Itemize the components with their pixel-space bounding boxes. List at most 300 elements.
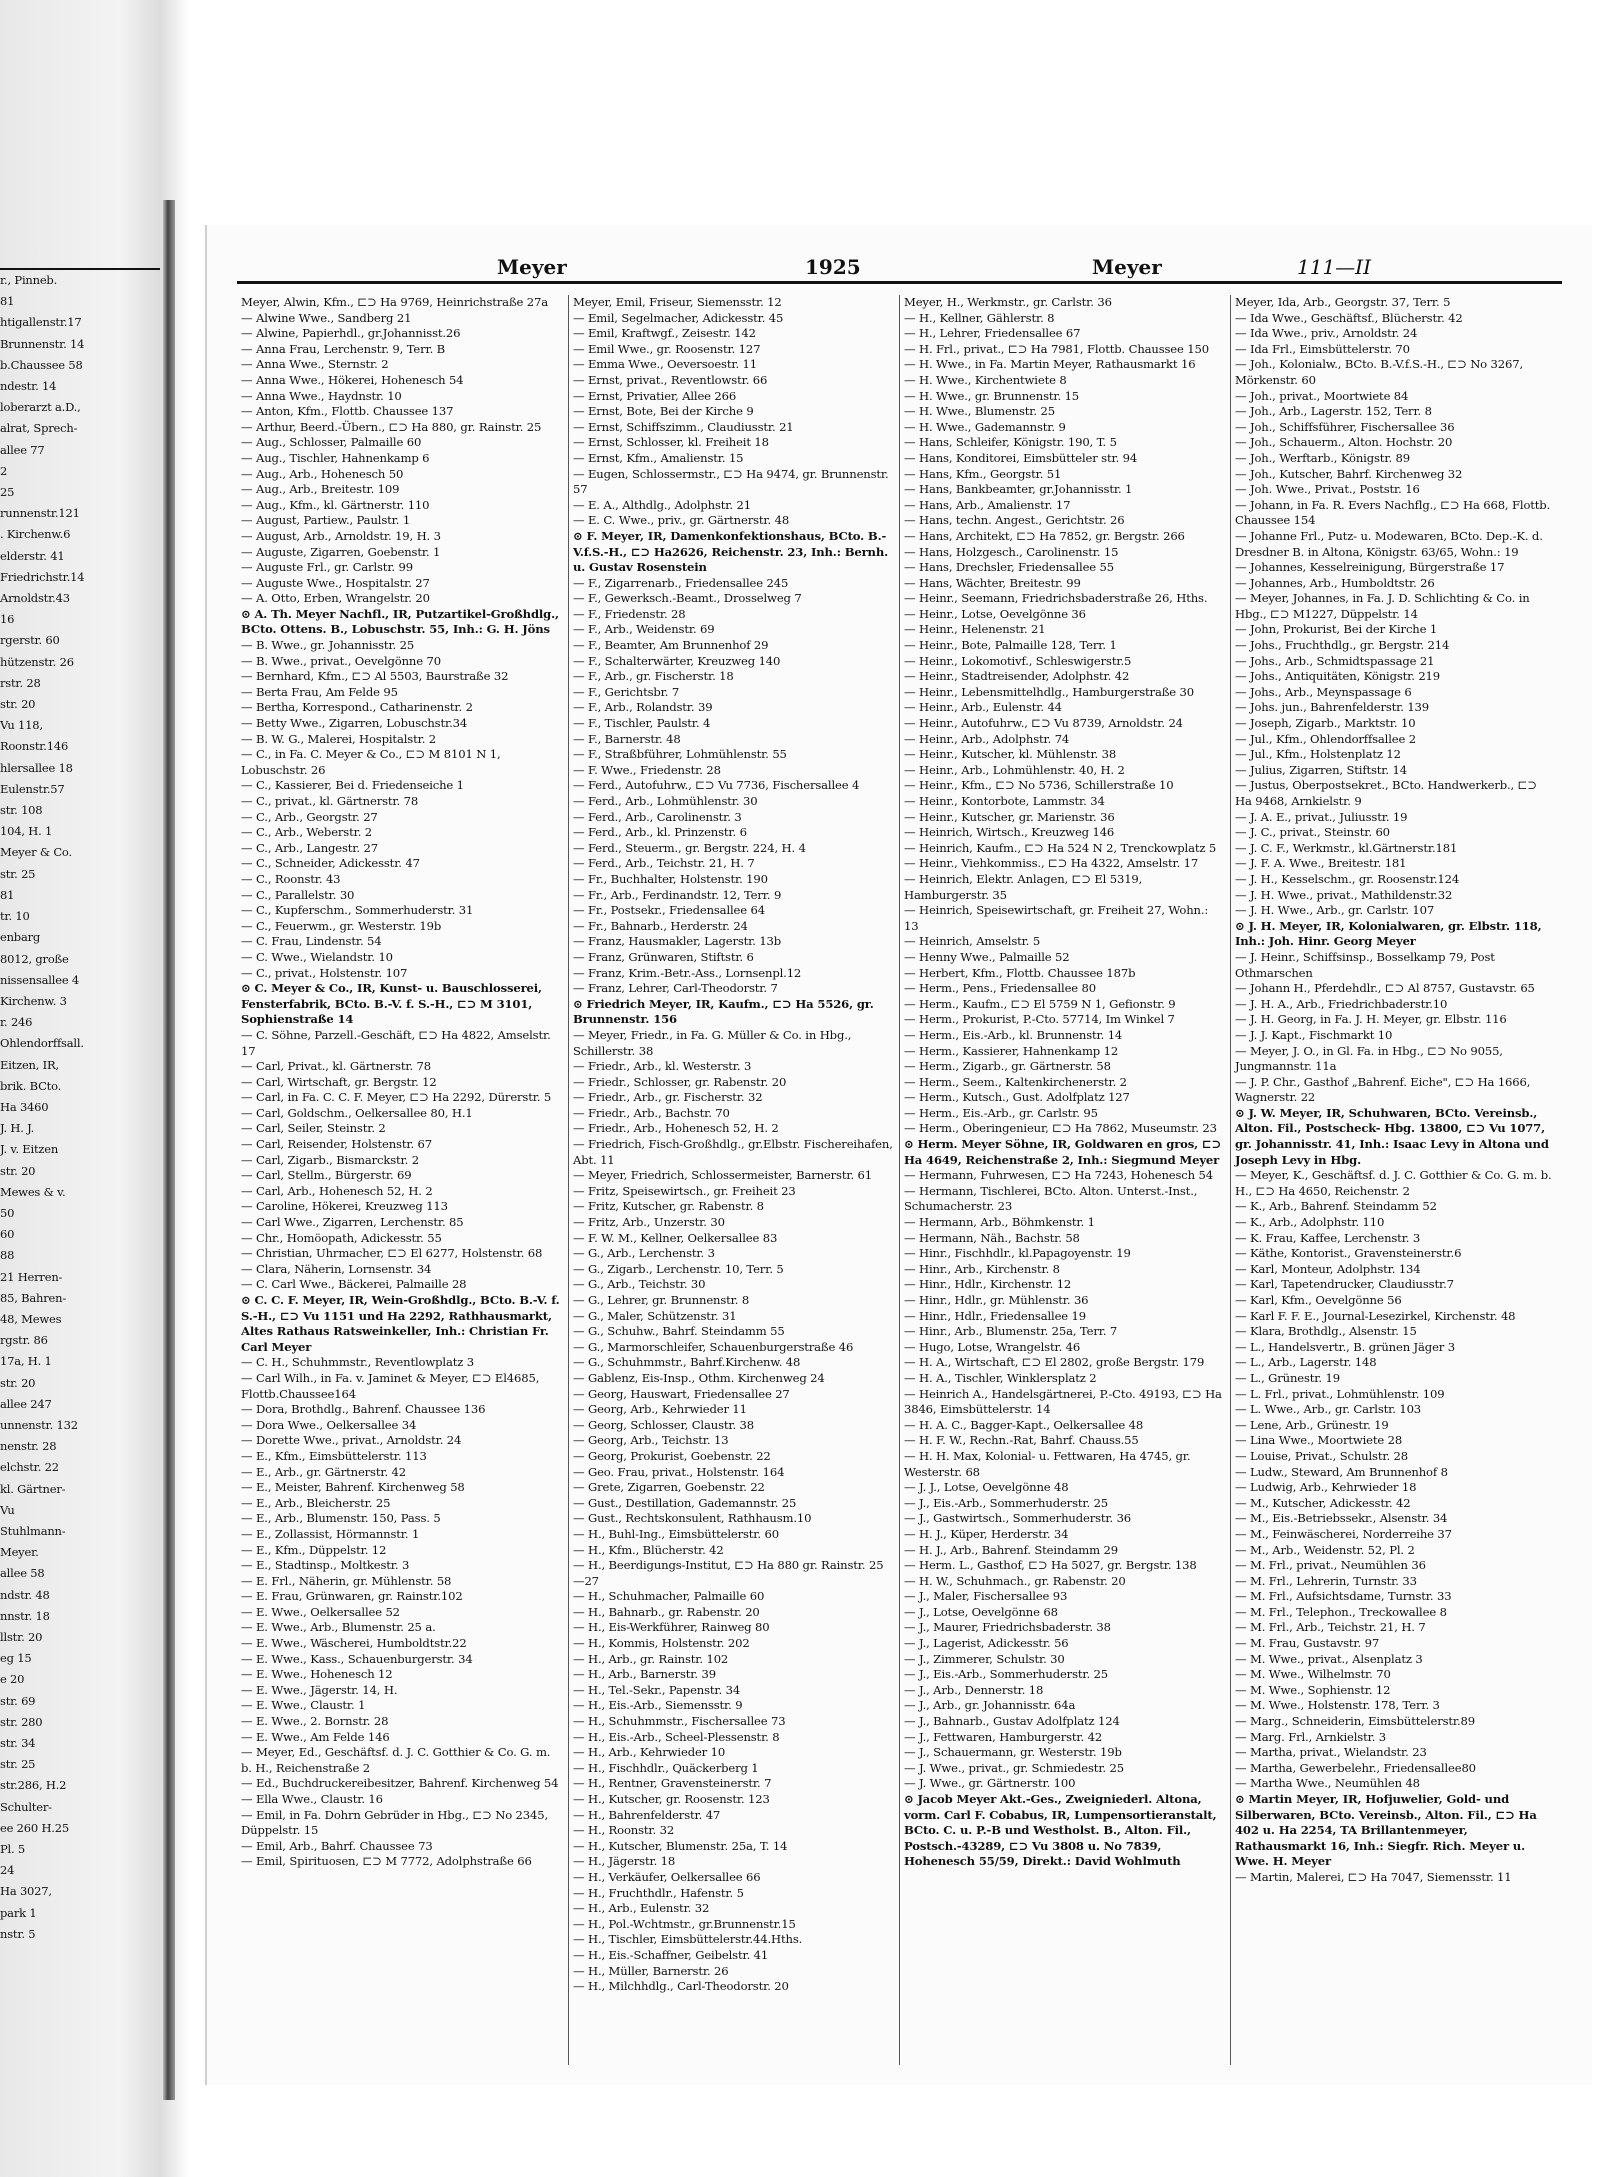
previous-page-line: 81 — [0, 294, 15, 309]
directory-entry: — M. Wwe., privat., Alsenplatz 3 — [1235, 1651, 1423, 1666]
directory-entry: — Friedr., Schlosser, gr. Rabenstr. 20 — [573, 1074, 787, 1089]
previous-page-line: hützenstr. 26 — [0, 654, 74, 669]
directory-entry: — H., Roonstr. 32 — [573, 1823, 675, 1838]
directory-entry: — J., Lagerist, Adickesstr. 56 — [904, 1636, 1069, 1651]
previous-page-line: 21 Herren- — [0, 1269, 63, 1284]
directory-entry: — Karl, Monteur, Adolphstr. 134 — [1235, 1261, 1421, 1276]
directory-entry: — Klara, Brothdlg., Alsenstr. 15 — [1235, 1324, 1417, 1339]
directory-entry: — E. Wwe., Jägerstr. 14, H. — [241, 1682, 398, 1697]
directory-entry: — H., Fischhdlr., Quäckerberg 1 — [573, 1760, 759, 1775]
directory-entry: — Hinr., Arb., Kirchenstr. 8 — [904, 1261, 1060, 1276]
directory-entry: — H., Schuhmacher, Palmaille 60 — [573, 1589, 765, 1604]
previous-page-line: nenstr. 28 — [0, 1439, 57, 1454]
directory-entry: — Johs., Antiquitäten, Königstr. 219 — [1235, 669, 1441, 684]
directory-entry: — H. Wwe., Gademannstr. 9 — [904, 419, 1066, 434]
directory-entry: — Joh., Schiffsführer, Fischersallee 36 — [1235, 419, 1455, 434]
directory-entry: — Johs. jun., Bahrenfelderstr. 139 — [1235, 700, 1430, 715]
directory-entry: — E. Wwe., Wäscherei, Humboldtstr.22 — [241, 1636, 467, 1651]
entry-columns — [237, 295, 1562, 2065]
directory-entry: — H. F. W., Rechn.-Rat, Bahrf. Chauss.55 — [904, 1433, 1139, 1448]
directory-entry: ⊙ Martin Meyer, IR, Hofjuwelier, Gold- und Silberwaren, BCto. Vereinsb., Alton. Fil., ⊏⊃ Ha 402 u. Ha 2254, TA Brillantenmeyer, Rathausmarkt 16, Inh.: Siegfr. Rich. Meyer u. Wwe. H. Meyer — [1235, 1792, 1537, 1869]
directory-entry: — Aug., Tischler, Hahnenkamp 6 — [241, 450, 430, 465]
directory-entry: — Fritz, Speisewirtsch., gr. Freiheit 23 — [573, 1183, 796, 1198]
directory-entry: — Joh., Arb., Lagerstr. 152, Terr. 8 — [1235, 404, 1432, 419]
header-left-keyword: Meyer — [497, 255, 567, 279]
column-2 — [568, 295, 899, 2065]
column-3 — [899, 295, 1230, 2065]
previous-page-line: ee 260 H.25 — [0, 1820, 69, 1835]
directory-page — [205, 225, 1592, 2085]
directory-entry: ⊙ J. W. Meyer, IR, Schuhwaren, BCto. Vereinsb., Alton. Fil., Postscheck- Hbg. 13800, ⊏⊃ Vu 1077, gr. Johannisstr. 41, Inh.: Isaac Levy in Altona und Joseph Levy in Hbg. — [1235, 1105, 1549, 1167]
previous-page-line: 16 — [0, 612, 15, 627]
directory-entry: — Emil, Segelmacher, Adickesstr. 45 — [573, 310, 784, 325]
directory-entry: — H., Kutscher, Blumenstr. 25a, T. 14 — [573, 1838, 788, 1853]
directory-entry: — C., Schneider, Adickesstr. 47 — [241, 856, 420, 871]
directory-entry: — John, Prokurist, Bei der Kirche 1 — [1235, 622, 1438, 637]
directory-entry: — Auguste, Zigarren, Goebenstr. 1 — [241, 544, 441, 559]
directory-entry: — M. Frl., Arb., Teichstr. 21, H. 7 — [1235, 1620, 1426, 1635]
previous-page-line: loberarzt a.D., — [0, 400, 81, 415]
directory-entry: ⊙ J. H. Meyer, IR, Kolonialwaren, gr. Elbstr. 118, Inh.: Joh. Hinr. Georg Meyer — [1235, 918, 1542, 949]
previous-page-line: 50 — [0, 1205, 15, 1220]
directory-entry: — K., Arb., Bahrenf. Steindamm 52 — [1235, 1199, 1437, 1214]
directory-entry: — Johannes, Kesselreinigung, Bürgerstraße 17 — [1235, 560, 1505, 575]
directory-entry: — F., Gewerksch.-Beamt., Drosselweg 7 — [573, 591, 802, 606]
directory-entry: — Joh., Kutscher, Bahrf. Kirchenweg 32 — [1235, 466, 1463, 481]
directory-entry: Meyer, Ida, Arb., Georgstr. 37, Terr. 5 — [1235, 295, 1451, 309]
directory-entry: — Carl, Seiler, Steinstr. 2 — [241, 1121, 386, 1136]
directory-entry: — F., Tischler, Paulstr. 4 — [573, 716, 711, 731]
directory-entry: — Emil, in Fa. Dohrn Gebrüder in Hbg., ⊏⊃ No 2345, Düppelstr. 15 — [241, 1807, 549, 1838]
directory-entry: — H., Eis-Werkführer, Rainweg 80 — [573, 1620, 770, 1635]
directory-entry: Meyer, H., Werkmstr., gr. Carlstr. 36 — [904, 295, 1112, 309]
directory-entry: — Heinr., Lotse, Oevelgönne 36 — [904, 606, 1086, 621]
directory-entry: — G., Lehrer, gr. Brunnenstr. 8 — [573, 1293, 750, 1307]
directory-entry: — Herm., Zigarb., gr. Gärtnerstr. 58 — [904, 1059, 1111, 1074]
previous-page-line: rgerstr. 60 — [0, 633, 60, 648]
directory-entry: — C. H., Schuhmmstr., Reventlowplatz 3 — [241, 1355, 474, 1370]
directory-entry: — J., Gastwirtsch., Sommerhuderstr. 36 — [904, 1511, 1132, 1526]
directory-entry: — M. Frl., Lehrerin, Turnstr. 33 — [1235, 1573, 1417, 1588]
directory-entry: — H., Milchhdlg., Carl-Theodorstr. 20 — [573, 1979, 789, 1994]
directory-entry: — Johs., Arb., Schmidtspassage 21 — [1235, 653, 1435, 668]
directory-entry: — Hinr., Hdlr., Friedensallee 19 — [904, 1308, 1086, 1323]
directory-entry: — E., Meister, Bahrenf. Kirchenweg 58 — [241, 1480, 465, 1495]
directory-entry: — Ernst, Bote, Bei der Kirche 9 — [573, 404, 754, 419]
directory-entry: — Heinr., Helenenstr. 21 — [904, 622, 1046, 637]
directory-entry: — Franz, Lehrer, Carl-Theodorstr. 7 — [573, 981, 778, 996]
directory-entry: — M. Wwe., Wilhelmstr. 70 — [1235, 1667, 1391, 1682]
directory-entry: — H. W., Schuhmach., gr. Rabenstr. 20 — [904, 1573, 1126, 1588]
directory-entry: — C., Kupferschm., Sommerhuderstr. 31 — [241, 903, 474, 918]
directory-entry: — Karl, Tapetendrucker, Claudiusstr.7 — [1235, 1277, 1454, 1292]
directory-entry: — H., Buhl-Ing., Eimsbüttelerstr. 60 — [573, 1526, 779, 1541]
previous-page-line: str. 280 — [0, 1714, 43, 1729]
directory-entry: — H. J., Küper, Herderstr. 34 — [904, 1526, 1069, 1541]
previous-page-line: 85, Bahren- — [0, 1290, 67, 1305]
directory-entry: — Heinr., Arb., Lohmühlenstr. 40, H. 2 — [904, 762, 1125, 777]
directory-entry: — Anna Wwe., Sternstr. 2 — [241, 357, 389, 372]
directory-entry: — M. Frl., privat., Neumühlen 36 — [1235, 1558, 1426, 1573]
directory-entry: — Chr., Homöopath, Adickesstr. 55 — [241, 1230, 442, 1245]
directory-entry: — Martha, privat., Wielandstr. 23 — [1235, 1745, 1427, 1760]
previous-page-line: str.286, H.2 — [0, 1778, 67, 1793]
directory-entry: — H., Eis.-Schaffner, Geibelstr. 41 — [573, 1947, 769, 1962]
directory-entry: — Auguste Wwe., Hospitalstr. 27 — [241, 575, 430, 590]
directory-entry: — Marg., Schneiderin, Eimsbüttelerstr.89 — [1235, 1714, 1475, 1729]
directory-entry: — Heinr., Kutscher, kl. Mühlenstr. 38 — [904, 747, 1117, 762]
directory-entry: — Heinrich, Elektr. Anlagen, ⊏⊃ El 5319, Hamburgerstr. 35 — [904, 871, 1143, 902]
previous-page-line: Arnoldstr.43 — [0, 591, 70, 606]
directory-entry: — Ferd., Arb., Teichstr. 21, H. 7 — [573, 856, 755, 871]
previous-page-line: rgstr. 86 — [0, 1333, 48, 1348]
directory-entry: — H., Lehrer, Friedensallee 67 — [904, 326, 1081, 341]
directory-entry: — J. P. Chr., Gasthof „Bahrenf. Eiche", ⊏⊃ Ha 1666, Wagnerstr. 22 — [1235, 1074, 1531, 1105]
directory-entry: — E., Arb., Bleicherstr. 25 — [241, 1495, 391, 1510]
directory-entry: — H. H. Max, Kolonial- u. Fettwaren, Ha 4745, gr. Westerstr. 68 — [904, 1448, 1191, 1479]
book-spine — [163, 200, 175, 2100]
directory-entry: — Franz, Krim.-Betr.-Ass., Lornsenpl.12 — [573, 965, 802, 980]
directory-entry: ⊙ Friedrich Meyer, IR, Kaufm., ⊏⊃ Ha 5526, gr. Brunnenstr. 156 — [573, 996, 874, 1027]
directory-entry: — L. Frl., privat., Lohmühlenstr. 109 — [1235, 1386, 1445, 1401]
directory-entry: — Dora, Brothdlg., Bahrenf. Chaussee 136 — [241, 1402, 486, 1417]
previous-page-line: kl. Gärtner- — [0, 1481, 66, 1496]
directory-entry: — Ernst, Kfm., Amalienstr. 15 — [573, 450, 744, 465]
directory-entry: — E., Kfm., Düppelstr. 12 — [241, 1542, 387, 1557]
directory-entry: — E., Kfm., Eimsbüttelerstr. 113 — [241, 1448, 427, 1463]
directory-entry: — Clara, Näherin, Lornsenstr. 34 — [241, 1261, 432, 1276]
directory-entry: — Carl Wwe., Zigarren, Lerchenstr. 85 — [241, 1215, 464, 1230]
directory-entry: — Fr., Arb., Ferdinandstr. 12, Terr. 9 — [573, 887, 782, 902]
previous-page-line: str. 34 — [0, 1736, 36, 1751]
previous-page-line: J. H. J. — [0, 1121, 35, 1136]
directory-entry: — H. Wwe., Kirchentwiete 8 — [904, 372, 1067, 387]
directory-entry: — Käthe, Kontorist., Gravensteinerstr.6 — [1235, 1246, 1462, 1261]
directory-entry: — H., Müller, Barnerstr. 26 — [573, 1963, 729, 1978]
directory-entry: — Carl, Zigarb., Bismarckstr. 2 — [241, 1152, 419, 1167]
directory-entry: ⊙ F. Meyer, IR, Damenkonfektionshaus, BCto. B.-V.f.S.-H., ⊏⊃ Ha2626, Reichenstr. 23, Inh.: Bernh. u. Gustav Rosenstein — [573, 528, 888, 575]
directory-entry: ⊙ Herm. Meyer Söhne, IR, Goldwaren en gros, ⊏⊃ Ha 4649, Reichenstraße 2, Inh.: Siegmund Meyer — [904, 1137, 1222, 1167]
directory-entry: — Hans, Drechsler, Friedensallee 55 — [904, 560, 1114, 575]
directory-entry: — Martin, Malerei, ⊏⊃ Ha 7047, Siemensstr. 11 — [1235, 1869, 1512, 1884]
directory-entry: — F., Arb., Rolandstr. 39 — [573, 700, 713, 715]
directory-entry: — J., Schauermann, gr. Westerstr. 19b — [904, 1745, 1122, 1760]
previous-page-line: Meyer & Co. — [0, 845, 72, 860]
directory-entry: — J. J. Kapt., Fischmarkt 10 — [1235, 1027, 1393, 1042]
directory-entry: — Gust., Rechtskonsulent, Rathhausm.10 — [573, 1511, 812, 1526]
directory-entry: — H., Jägerstr. 18 — [573, 1854, 676, 1869]
directory-entry: — E., Stadtinsp., Moltkestr. 3 — [241, 1558, 410, 1573]
previous-page-line: str. 25 — [0, 1757, 36, 1772]
column-1 — [237, 295, 568, 2065]
directory-entry: — Hans, Wächter, Breitestr. 99 — [904, 575, 1081, 590]
directory-entry: — M. Frau, Gustavstr. 97 — [1235, 1636, 1380, 1651]
directory-entry: — Heinr., Arb., Eulenstr. 44 — [904, 700, 1062, 715]
directory-entry: — Heinr., Stadtreisender, Adolphstr. 42 — [904, 669, 1130, 684]
previous-page-line: 25 — [0, 485, 15, 500]
directory-entry: — Julius, Zigarren, Stiftstr. 14 — [1235, 762, 1407, 777]
directory-entry: — Hans, Konditorei, Eimsbütteler str. 94 — [904, 450, 1138, 465]
directory-entry: — J. Heinr., Schiffsinsp., Bosselkamp 79, Post Othmarschen — [1235, 949, 1495, 980]
directory-entry: — F. Wwe., Friedenstr. 28 — [573, 762, 721, 777]
directory-entry: — Herm., Eis.-Arb., kl. Brunnenstr. 14 — [904, 1027, 1123, 1042]
directory-entry: — Fritz, Kutscher, gr. Rabenstr. 8 — [573, 1199, 764, 1214]
previous-page-line: park 1 — [0, 1905, 37, 1920]
directory-entry: — H., Eis.-Arb., Scheel-Plessenstr. 8 — [573, 1729, 780, 1744]
header-rule — [237, 281, 1562, 284]
directory-entry: — Martha, Gewerbelehr., Friedensallee80 — [1235, 1760, 1476, 1775]
directory-entry: — B. Wwe., gr. Johannisstr. 25 — [241, 638, 415, 653]
previous-page-line: llstr. 20 — [0, 1630, 43, 1644]
directory-entry: — L., Arb., Lagerstr. 148 — [1235, 1355, 1377, 1370]
directory-entry: — Anna Wwe., Haydnstr. 10 — [241, 388, 402, 403]
directory-entry: — C. Carl Wwe., Bäckerei, Palmaille 28 — [241, 1277, 467, 1292]
directory-entry: — Ida Wwe., Geschäftsf., Blücherstr. 42 — [1235, 310, 1463, 325]
directory-entry: — Herm., Seem., Kaltenkirchenerstr. 2 — [904, 1074, 1127, 1089]
previous-page-line: str. 20 — [0, 697, 36, 712]
directory-entry: — M. Frl., Aufsichtsdame, Turnstr. 33 — [1235, 1589, 1452, 1604]
directory-entry: — M. Wwe., Holstenstr. 178, Terr. 3 — [1235, 1698, 1440, 1713]
previous-page-line: ndestr. 14 — [0, 379, 57, 394]
directory-entry: — B. W. G., Malerei, Hospitalstr. 2 — [241, 731, 436, 746]
directory-entry: — H., Kommis, Holstenstr. 202 — [573, 1636, 750, 1651]
directory-entry: — Meyer, Johannes, in Fa. J. D. Schlichting & Co. in Hbg., ⊏⊃ M1227, Düppelstr. 14 — [1235, 591, 1530, 621]
previous-page-line: Schulter- — [0, 1799, 52, 1814]
directory-entry: — Heinr., Lokomotivf., Schleswigerstr.5 — [904, 653, 1132, 668]
directory-entry: — Georg, Hauswart, Friedensallee 27 — [573, 1386, 790, 1401]
directory-entry: — Meyer, Ed., Geschäftsf. d. J. C. Gotthier & Co. G. m. b. H., Reichenstraße 2 — [241, 1745, 551, 1775]
directory-entry: — M. Wwe., Sophienstr. 12 — [1235, 1682, 1391, 1697]
directory-entry: — H., Beerdigungs-Institut, ⊏⊃ Ha 880 gr. Rainstr. 25—27 — [573, 1558, 884, 1588]
directory-entry: — Hermann, Näh., Bachstr. 58 — [904, 1230, 1080, 1245]
column-4 — [1230, 295, 1561, 2065]
directory-entry: — Carl, Reisender, Holstenstr. 67 — [241, 1137, 432, 1152]
directory-entry: ⊙ C. Meyer & Co., IR, Kunst- u. Bauschlosserei, Fensterfabrik, BCto. B.-V. f. S.-H., ⊏⊃ M 3101, Sophienstraße 14 — [241, 981, 542, 1027]
directory-entry: — J. C. F., Werkmstr., kl.Gärtnerstr.181 — [1235, 840, 1458, 855]
directory-entry: — Hermann, Tischlerei, BCto. Alton. Unterst.-Inst., Schumacherstr. 23 — [904, 1183, 1198, 1214]
directory-entry: — Johann H., Pferdehdlr., ⊏⊃ Al 8757, Gustavstr. 65 — [1235, 981, 1535, 996]
directory-entry: — Hans, Holzgesch., Carolinenstr. 15 — [904, 544, 1119, 559]
directory-entry: — F., Arb., gr. Fischerstr. 18 — [573, 669, 734, 684]
directory-entry: — Ludwig, Arb., Kehrwieder 18 — [1235, 1480, 1417, 1495]
directory-entry: — C., Arb., Weberstr. 2 — [241, 825, 373, 840]
directory-entry: — H., Rentner, Gravensteinerstr. 7 — [573, 1776, 772, 1791]
directory-entry: — Ernst, Privatier, Allee 266 — [573, 388, 737, 403]
directory-entry: — G., Marmorschleifer, Schauenburgerstraße 46 — [573, 1339, 854, 1354]
directory-entry: — Hinr., Hdlr., Kirchenstr. 12 — [904, 1277, 1072, 1292]
directory-entry: — E., Arb., Blumenstr. 150, Pass. 5 — [241, 1511, 441, 1526]
directory-entry: — Carl, in Fa. C. C. F. Meyer, ⊏⊃ Ha 2292, Dürerstr. 5 — [241, 1090, 552, 1105]
directory-entry: — Eugen, Schlossermstr., ⊏⊃ Ha 9474, gr. Brunnenstr. 57 — [573, 466, 889, 497]
directory-entry: — Hans, Bankbeamter, gr.Johannisstr. 1 — [904, 482, 1133, 497]
previous-page-line: eg 15 — [0, 1651, 32, 1666]
directory-entry: — Carl Wilh., in Fa. v. Jaminet & Meyer, ⊏⊃ El4685, Flottb.Chaussee164 — [241, 1370, 540, 1401]
directory-entry: — J., Fettwaren, Hamburgerstr. 42 — [904, 1729, 1103, 1744]
previous-page-line: allee 77 — [0, 442, 45, 457]
directory-entry: — Gust., Destillation, Gademannstr. 25 — [573, 1495, 797, 1510]
previous-page-line: 24 — [0, 1863, 15, 1878]
directory-entry: — Heinrich, Kaufm., ⊏⊃ Ha 524 N 2, Trenckowplatz 5 — [904, 840, 1217, 855]
directory-entry: — J., Eis.-Arb., Sommerhuderstr. 25 — [904, 1495, 1109, 1510]
directory-entry: — Heinrich, Speisewirtschaft, gr. Freiheit 27, Wohn.: 13 — [904, 903, 1209, 933]
directory-entry: — Hinr., Fischhdlr., kl.Papagoyenstr. 19 — [904, 1246, 1131, 1261]
directory-entry: — Meyer, Friedrich, Schlossermeister, Barnerstr. 61 — [573, 1168, 872, 1183]
directory-entry: — J. A. E., privat., Juliusstr. 19 — [1235, 809, 1408, 824]
directory-entry: — Ferd., Arb., Carolinenstr. 3 — [573, 809, 742, 824]
directory-entry: — Ernst, Schiffszimm., Claudiusstr. 21 — [573, 419, 794, 434]
directory-entry: — Caroline, Hökerei, Kreuzweg 113 — [241, 1199, 448, 1214]
directory-entry: — H., Kutscher, gr. Roosenstr. 123 — [573, 1792, 770, 1806]
directory-entry: — Joh., Werftarb., Königstr. 89 — [1235, 450, 1410, 465]
directory-entry: — M., Feinwäscherei, Norderreihe 37 — [1235, 1526, 1452, 1541]
directory-entry: — H. Wwe., gr. Brunnenstr. 15 — [904, 388, 1080, 403]
previous-page-line: r. 246 — [0, 1015, 33, 1030]
directory-entry: — H., Tel.-Sekr., Papenstr. 34 — [573, 1682, 741, 1697]
directory-entry: — Friedr., Arb., kl. Westerstr. 3 — [573, 1059, 752, 1074]
directory-entry: — F., Zigarrenarb., Friedensallee 245 — [573, 575, 789, 590]
header-right-keyword: Meyer — [1092, 255, 1162, 279]
previous-page-line: allee 247 — [0, 1396, 52, 1411]
directory-entry: — Alwine, Papierhdl., gr.Johannisst.26 — [241, 326, 461, 341]
previous-page-line: 17a, H. 1 — [0, 1354, 52, 1369]
directory-entry: — Friedr., Arb., gr. Fischerstr. 32 — [573, 1090, 763, 1105]
directory-entry: — Arthur, Beerd.-Übern., ⊏⊃ Ha 880, gr. Rainstr. 25 — [241, 419, 542, 434]
directory-entry: — H. A., Tischler, Winklersplatz 2 — [904, 1370, 1097, 1385]
previous-page-line: nnstr. 18 — [0, 1608, 50, 1623]
previous-page-line: Mewes & v. — [0, 1184, 66, 1199]
directory-entry: — Christian, Uhrmacher, ⊏⊃ El 6277, Holstenstr. 68 — [241, 1246, 543, 1261]
directory-entry: — Carl, Stellm., Bürgerstr. 69 — [241, 1168, 412, 1183]
directory-entry: — Fr., Buchhalter, Holstenstr. 190 — [573, 871, 768, 886]
directory-entry: — Heinr., Kontorbote, Lammstr. 34 — [904, 794, 1105, 808]
directory-entry: — Joh., Kolonialw., BCto. B.-V.f.S.-H., ⊏⊃ No 3267, Mörkenstr. 60 — [1235, 357, 1523, 387]
directory-entry: — Johanne Frl., Putz- u. Modewaren, BCto. Dep.-K. d. Dresdner B. in Altona, Königstr. 63/65, Wohn.: 19 — [1235, 528, 1543, 559]
directory-entry: — Meyer, K., Geschäftsf. d. J. C. Gotthier & Co. G. m. b. H., ⊏⊃ Ha 4650, Reichenstr. 2 — [1235, 1168, 1552, 1198]
previous-page-line: Meyer. — [0, 1545, 39, 1560]
directory-entry: — Herm., Prokurist, P.-Cto. 57714, Im Winkel 7 — [904, 1012, 1175, 1027]
directory-entry: Meyer, Alwin, Kfm., ⊏⊃ Ha 9769, Heinrichstraße 27a — [241, 295, 549, 309]
previous-page-line: e 20 — [0, 1672, 25, 1687]
directory-entry: — G., Arb., Teichstr. 30 — [573, 1277, 706, 1292]
previous-page-line: 48, Mewes — [0, 1311, 62, 1326]
directory-entry: — C. Söhne, Parzell.-Geschäft, ⊏⊃ Ha 4822, Amselstr. 17 — [241, 1027, 551, 1058]
directory-entry: — Justus, Oberpostsekret., BCto. Handwerkerb., ⊏⊃ Ha 9468, Arnkielstr. 9 — [1235, 778, 1537, 808]
previous-page-line: elderstr. 41 — [0, 548, 65, 563]
directory-entry: — Ferd., Arb., kl. Prinzenstr. 6 — [573, 825, 747, 840]
directory-entry: — Ida Wwe., priv., Arnoldstr. 24 — [1235, 326, 1418, 341]
directory-entry: — Meyer, J. O., in Gl. Fa. in Hbg., ⊏⊃ No 9055, Jungmannstr. 11a — [1235, 1043, 1503, 1074]
directory-entry: — Friedr., Arb., Hohenesch 52, H. 2 — [573, 1121, 779, 1136]
directory-entry: — Herm., Kutsch., Gust. Adolfplatz 127 — [904, 1090, 1130, 1105]
directory-entry: — Aug., Arb., Hohenesch 50 — [241, 466, 404, 481]
directory-entry: — Karl F. F. E., Journal-Lesezirkel, Kirchenstr. 48 — [1235, 1308, 1516, 1323]
directory-entry: — J., Arb., Dennerstr. 18 — [904, 1682, 1044, 1697]
directory-entry: — L. Wwe., Arb., gr. Carlstr. 103 — [1235, 1402, 1422, 1417]
previous-page-line: elchstr. 22 — [0, 1460, 59, 1475]
directory-entry: — F., Straßbführer, Lohmühlenstr. 55 — [573, 747, 787, 762]
directory-entry: — F., Gerichtsbr. 7 — [573, 684, 680, 699]
directory-entry: — Fritz, Arb., Unzerstr. 30 — [573, 1215, 725, 1230]
directory-entry: — J. H. Wwe., privat., Mathildenstr.32 — [1235, 887, 1453, 902]
previous-page-line: 81 — [0, 887, 15, 902]
directory-entry: — Heinr., Viehkommiss., ⊏⊃ Ha 4322, Amselstr. 17 — [904, 856, 1199, 871]
directory-entry: — Gablenz, Eis-Insp., Othm. Kirchenweg 24 — [573, 1370, 825, 1385]
previous-page-line: r., Pinneb. — [0, 273, 58, 287]
header-year: 1925 — [805, 255, 861, 279]
directory-entry: — J. H., Kesselschm., gr. Roosenstr.124 — [1235, 871, 1460, 886]
directory-entry: — Hugo, Lotse, Wrangelstr. 46 — [904, 1339, 1081, 1354]
directory-entry: — Lene, Arb., Grünestr. 19 — [1235, 1417, 1389, 1432]
directory-entry: — Aug., Schlosser, Palmaille 60 — [241, 435, 422, 450]
directory-entry: — L., Grünestr. 19 — [1235, 1370, 1340, 1385]
directory-entry: — Hans, Architekt, ⊏⊃ Ha 7852, gr. Bergstr. 266 — [904, 528, 1185, 543]
directory-entry: — Georg, Arb., Teichstr. 13 — [573, 1433, 729, 1448]
directory-entry: — Emil Wwe., gr. Roosenstr. 127 — [573, 341, 761, 356]
directory-entry: — C. Frau, Lindenstr. 54 — [241, 934, 382, 949]
directory-entry: ⊙ A. Th. Meyer Nachfl., IR, Putzartikel-Großhdlg., BCto. Ottens. B., Lobuschstr. 55, Inh.: G. H. Jöns — [241, 606, 559, 637]
previous-page-line: b.Chaussee 58 — [0, 357, 83, 372]
directory-entry: — J., Lotse, Oevelgönne 68 — [904, 1604, 1058, 1619]
directory-entry: — Jul., Kfm., Ohlendorffsallee 2 — [1235, 731, 1416, 746]
directory-entry: — Heinr., Bote, Palmaille 128, Terr. 1 — [904, 638, 1117, 653]
directory-entry: — Hans, techn. Angest., Gerichtstr. 26 — [904, 513, 1125, 528]
directory-entry: — Bernhard, Kfm., ⊏⊃ Al 5503, Baurstraße 32 — [241, 669, 509, 684]
directory-entry: — Heinrich, Amselstr. 5 — [904, 934, 1041, 949]
directory-entry: — C., Arb., Langestr. 27 — [241, 840, 378, 855]
directory-entry: — Franz, Hausmakler, Lagerstr. 13b — [573, 934, 782, 949]
directory-entry: — E. Frl., Näherin, gr. Mühlenstr. 58 — [241, 1573, 452, 1588]
previous-page-line: htigallenstr.17 — [0, 315, 82, 330]
previous-page-line: alrat, Sprech- — [0, 421, 78, 436]
directory-entry: — C., in Fa. C. Meyer & Co., ⊏⊃ M 8101 N 1, Lobuschstr. 26 — [241, 747, 501, 777]
directory-entry: — Hinr., Arb., Blumenstr. 25a, Terr. 7 — [904, 1324, 1118, 1339]
directory-entry: — Betty Wwe., Zigarren, Lobuschstr.34 — [241, 716, 468, 731]
directory-entry: — Louise, Privat., Schulstr. 28 — [1235, 1448, 1408, 1463]
previous-page-line: nissensallee 4 — [0, 972, 79, 987]
previous-page-line: unnenstr. 132 — [0, 1417, 78, 1432]
directory-entry: — J. C., privat., Steinstr. 60 — [1235, 825, 1390, 840]
directory-entry: — H., Arb., Kehrwieder 10 — [573, 1745, 726, 1760]
directory-entry: — Herm., Eis.-Arb., gr. Carlstr. 95 — [904, 1105, 1098, 1120]
directory-entry: — C., Roonstr. 43 — [241, 871, 341, 886]
previous-page-line: brik. BCto. — [0, 1078, 62, 1093]
directory-entry: — Herm., Kassierer, Hahnenkamp 12 — [904, 1043, 1119, 1058]
directory-entry: — F. W. M., Kellner, Oelkersallee 83 — [573, 1230, 778, 1245]
directory-entry: — Herm., Oberingenieur, ⊏⊃ Ha 7862, Museumstr. 23 — [904, 1121, 1217, 1136]
directory-entry: — M., Eis.-Betriebssekr., Alsenstr. 34 — [1235, 1511, 1448, 1526]
directory-entry: — August, Partiew., Paulstr. 1 — [241, 513, 411, 528]
previous-page-line: Eitzen, IR, — [0, 1057, 59, 1072]
directory-entry: — Dora Wwe., Oelkersallee 34 — [241, 1417, 417, 1432]
directory-entry: — H. J., Arb., Bahrenf. Steindamm 29 — [904, 1542, 1118, 1557]
directory-entry: — Aug., Kfm., kl. Gärtnerstr. 110 — [241, 497, 430, 512]
directory-entry: — Bertha, Korrespond., Catharinenstr. 2 — [241, 700, 473, 715]
directory-entry: — Ida Frl., Eimsbüttelerstr. 70 — [1235, 341, 1410, 356]
directory-entry: — Hinr., Hdlr., gr. Mühlenstr. 36 — [904, 1293, 1089, 1307]
directory-entry: — Emil, Kraftwgf., Zeisestr. 142 — [573, 326, 756, 341]
directory-entry: — Georg, Prokurist, Goebenstr. 22 — [573, 1448, 771, 1463]
previous-page-line: Vu — [0, 1502, 15, 1517]
directory-entry: — Ferd., Steuerm., gr. Bergstr. 224, H. 4 — [573, 840, 806, 855]
directory-entry: — H. Wwe., in Fa. Martin Meyer, Rathausmarkt 16 — [904, 357, 1196, 372]
directory-entry: — H. A. C., Bagger-Kapt., Oelkersallee 48 — [904, 1417, 1144, 1432]
directory-entry: — Martha Wwe., Neumühlen 48 — [1235, 1776, 1420, 1791]
directory-entry: — C., Arb., Georgstr. 27 — [241, 809, 378, 824]
directory-entry: — J. F. A. Wwe., Breitestr. 181 — [1235, 856, 1407, 871]
directory-entry: — J. Wwe., gr. Gärtnerstr. 100 — [904, 1776, 1076, 1791]
directory-entry: — Auguste Frl., gr. Carlstr. 99 — [241, 560, 413, 575]
directory-entry: — K. Frau, Kaffee, Lerchenstr. 3 — [1235, 1230, 1421, 1245]
